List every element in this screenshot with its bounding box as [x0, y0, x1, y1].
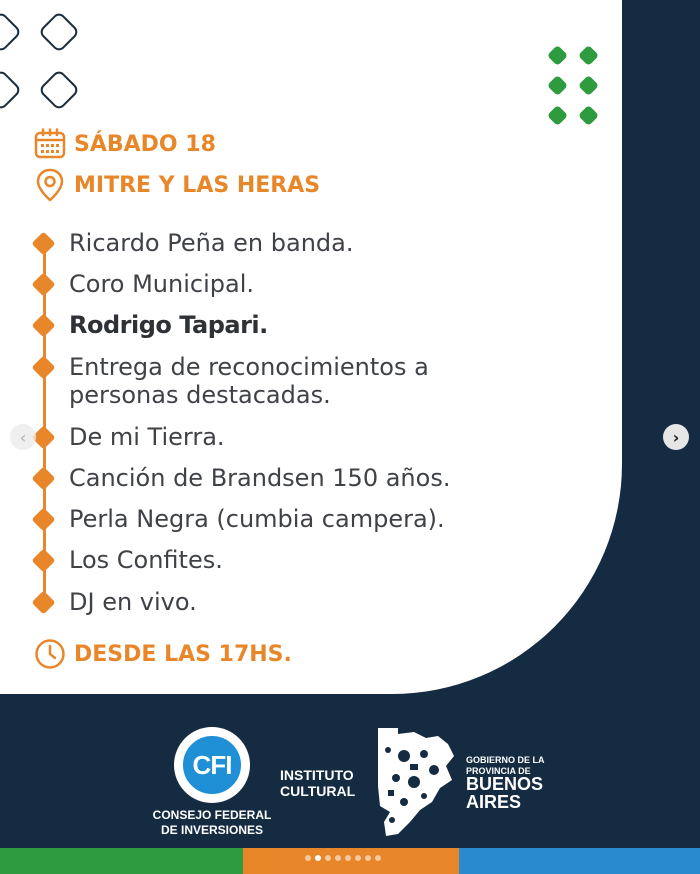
diamond-bullet-icon: [31, 313, 55, 337]
program-item-text: De mi Tierra.: [69, 423, 225, 451]
instituto-cultural-logo: [280, 767, 355, 799]
footer-color-bar-blue: [459, 848, 700, 874]
chevron-left-icon: ‹: [19, 427, 27, 447]
instituto-line: CULTURAL: [280, 783, 356, 799]
decorative-diamond-icon: [38, 11, 80, 53]
program-item-text: DJ en vivo.: [69, 588, 197, 616]
cfi-caption-line: CONSEJO FEDERAL: [152, 808, 272, 822]
footer-color-bar-orange: [243, 848, 459, 874]
carousel-dot[interactable]: [335, 855, 341, 861]
gobierno-line: PROVINCIA DE: [466, 766, 531, 776]
gobierno-line: GOBIERNO DE LA: [466, 755, 545, 765]
location-pin-icon: [34, 168, 66, 202]
program-item-text: Canción de Brandsen 150 años.: [69, 464, 451, 492]
diamond-bullet-icon: [31, 507, 55, 531]
program-item-text: Ricardo Peña en banda.: [69, 229, 354, 257]
buenos-aires-line: BUENOS: [466, 774, 544, 794]
carousel-dot[interactable]: [305, 855, 311, 861]
program-item-text: Perla Negra (cumbia campera).: [69, 505, 445, 533]
event-time: [34, 638, 292, 670]
carousel-next-button[interactable]: [663, 424, 689, 450]
program-item-text: Rodrigo Tapari.: [69, 311, 268, 339]
decorative-diamond-icon: [38, 69, 80, 111]
diamond-bullet-icon: [31, 272, 55, 296]
diamond-bullet-icon: [31, 590, 55, 614]
calendar-icon: [34, 128, 66, 160]
event-location: [34, 168, 320, 202]
carousel-dot[interactable]: [365, 855, 371, 861]
buenos-aires-label: [466, 775, 543, 811]
province-map-icon: [374, 726, 456, 838]
decorative-diamond-icon: [0, 11, 22, 53]
footer-color-bar-green: [0, 848, 243, 874]
diamond-bullet-icon: [31, 548, 55, 572]
decorative-diamond-icon: [0, 69, 22, 111]
event-date: [34, 128, 216, 160]
buenos-aires-line: AIRES: [466, 792, 522, 812]
carousel-pager: [305, 855, 381, 861]
carousel-dot[interactable]: [325, 855, 331, 861]
carousel-dot[interactable]: [345, 855, 351, 861]
diamond-bullet-icon: [31, 231, 55, 255]
event-time-text: DESDE LAS 17HS.: [74, 641, 292, 667]
instituto-line: INSTITUTO: [280, 767, 354, 783]
clock-icon: [34, 638, 66, 670]
program-item-text: Entrega de reconocimientos a: [69, 353, 429, 381]
program-item-text: Los Confites.: [69, 546, 223, 574]
carousel-dot[interactable]: [355, 855, 361, 861]
chevron-right-icon: ›: [672, 427, 680, 447]
carousel-dot[interactable]: [375, 855, 381, 861]
carousel-prev-button[interactable]: [10, 424, 36, 450]
decorative-dots-icon: [546, 44, 602, 128]
event-location-text: MITRE Y LAS HERAS: [74, 172, 321, 198]
cfi-caption: [150, 808, 274, 838]
event-date-text: SÁBADO 18: [74, 131, 216, 157]
cfi-logo: [174, 727, 250, 803]
carousel-dot[interactable]: [315, 855, 321, 861]
cfi-logo-text: CFI: [180, 733, 244, 797]
program-item-text: Coro Municipal.: [69, 270, 254, 298]
diamond-bullet-icon: [31, 466, 55, 490]
program-item-text-continued: personas destacadas.: [69, 381, 331, 409]
cfi-caption-line: DE INVERSIONES: [160, 823, 264, 837]
diamond-bullet-icon: [31, 355, 55, 379]
